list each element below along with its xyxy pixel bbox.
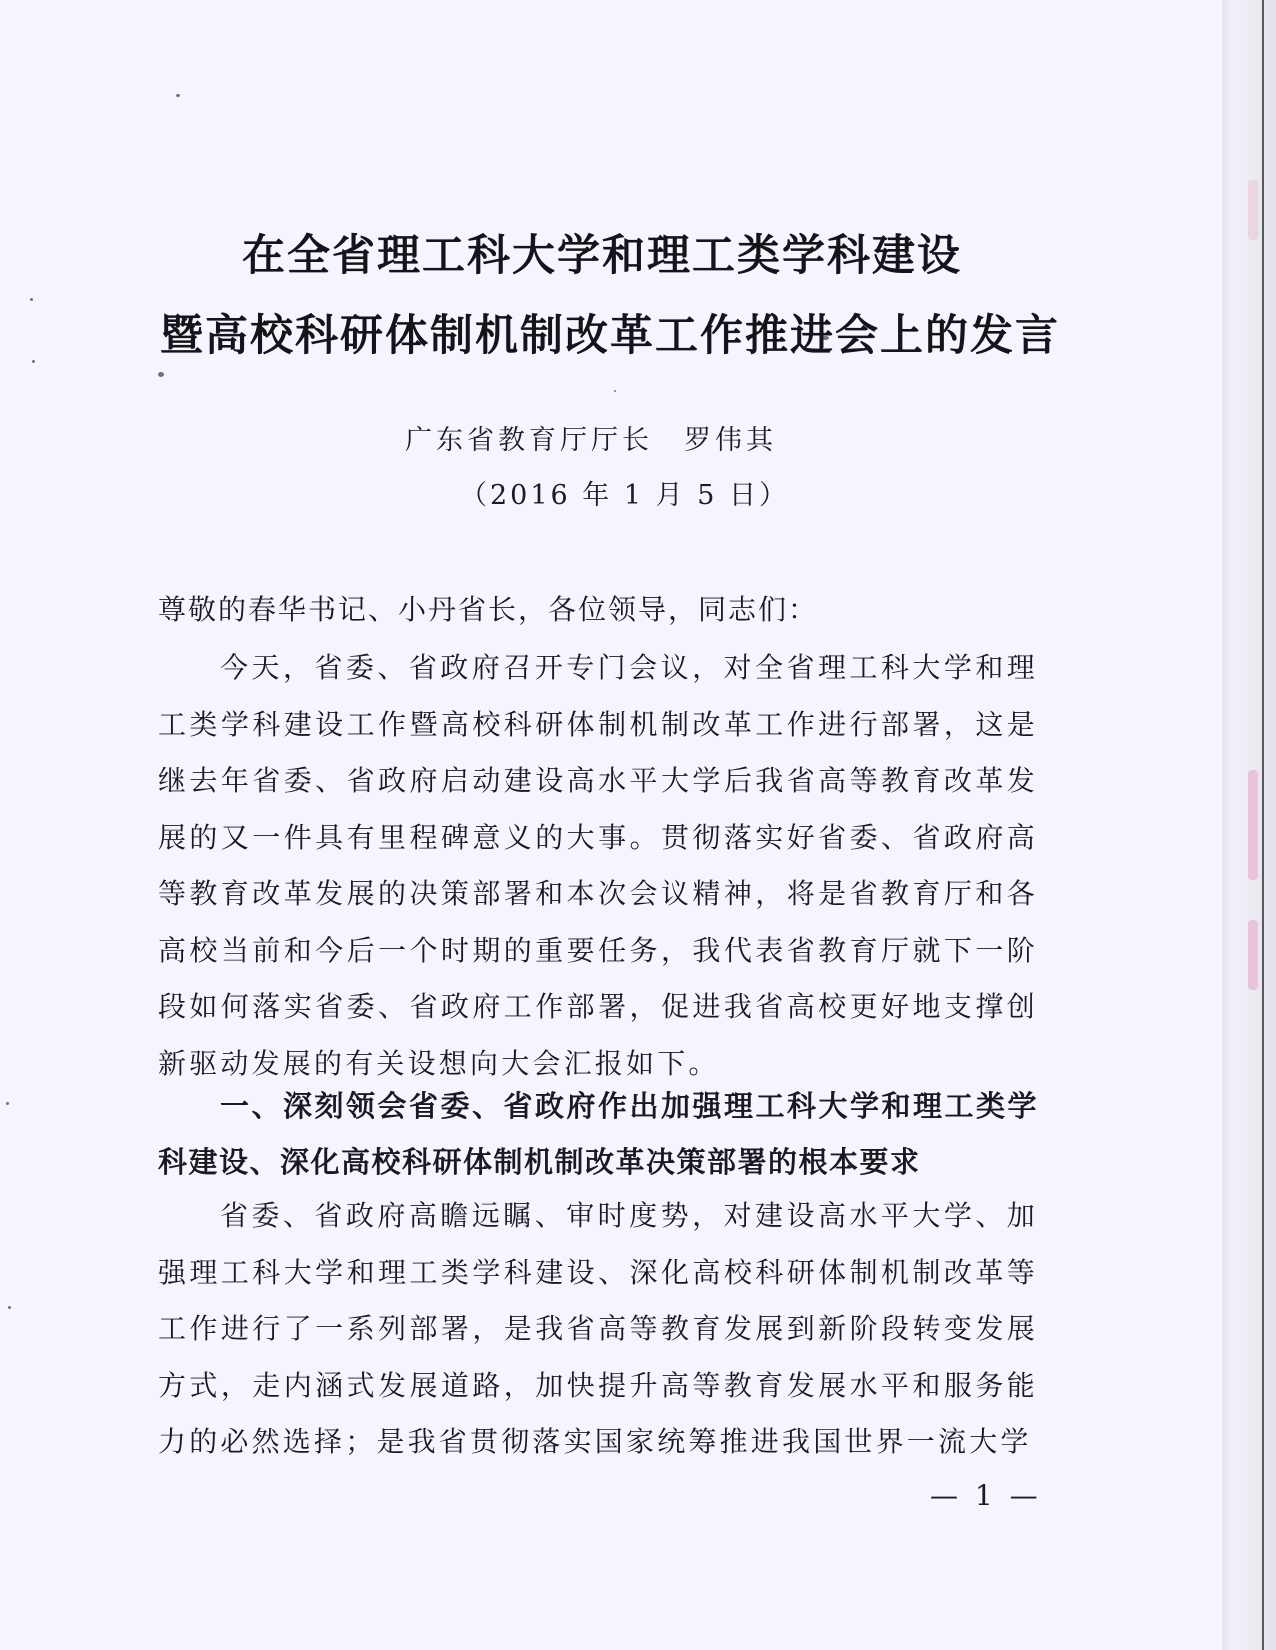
scan-speck xyxy=(8,1306,11,1309)
scan-speck xyxy=(158,372,164,377)
scan-speck xyxy=(6,1102,9,1105)
scan-speck xyxy=(176,94,180,97)
section-heading: 一、深刻领会省委、省政府作出加强理工科大学和理工类学科建设、深化高校科研体制机制改革决策部署的根本要求 xyxy=(158,1089,1038,1179)
page-number: — 1 — xyxy=(930,1479,1042,1512)
scan-speck xyxy=(32,360,35,363)
salutation: 尊敬的春华书记、小丹省长，各位领导，同志们： xyxy=(158,593,819,626)
speaker-byline: 广东省教育厅厅长 罗伟其 xyxy=(405,425,777,456)
title-line-1: 在全省理工科大学和理工类学科建设 xyxy=(242,231,962,281)
scan-speck xyxy=(614,390,616,392)
scanner-edge-line xyxy=(1262,0,1264,1650)
speech-date: （2016 年 1 月 5 日） xyxy=(460,480,789,511)
scan-color-mark xyxy=(1248,920,1258,990)
scan-color-mark xyxy=(1248,770,1258,880)
paragraph-section-body: 省委、省政府高瞻远瞩、审时度势，对建设高水平大学、加强理工科大学和理工类学科建设、深化高校科研体制机制改革等工作进行了一系列部署，是我省高等教育发展到新阶段转变发展方式，走内涵式发展道路，加快提升高等教育发展水平和服务能力的必然选择；是我省贯彻落实国家统筹推进我国世界一流大学 xyxy=(158,1199,1038,1458)
paragraph-introduction: 今天，省委、省政府召开专门会议，对全省理工科大学和理工类学科建设工作暨高校科研体制机制改革工作进行部署，这是继去年省委、省政府启动建设高水平大学后我省高等教育改革发展的又一件具有里程碑意义的大事。贯彻落实好省委、省政府高等教育改革发展的决策部署和本次会议精神，将是省教育厅和各高校当前和今后一个时期的重要任务，我代表省教育厅就下一阶段如何落实省委、省政府工作部署，促进我省高校更好地支撑创新驱动发展的有关设想向大会汇报如下。 xyxy=(158,651,1038,1080)
title-line-2: 暨高校科研体制机制改革工作推进会上的发言 xyxy=(160,311,1060,361)
scan-speck xyxy=(30,298,33,301)
scan-color-mark xyxy=(1248,180,1258,240)
